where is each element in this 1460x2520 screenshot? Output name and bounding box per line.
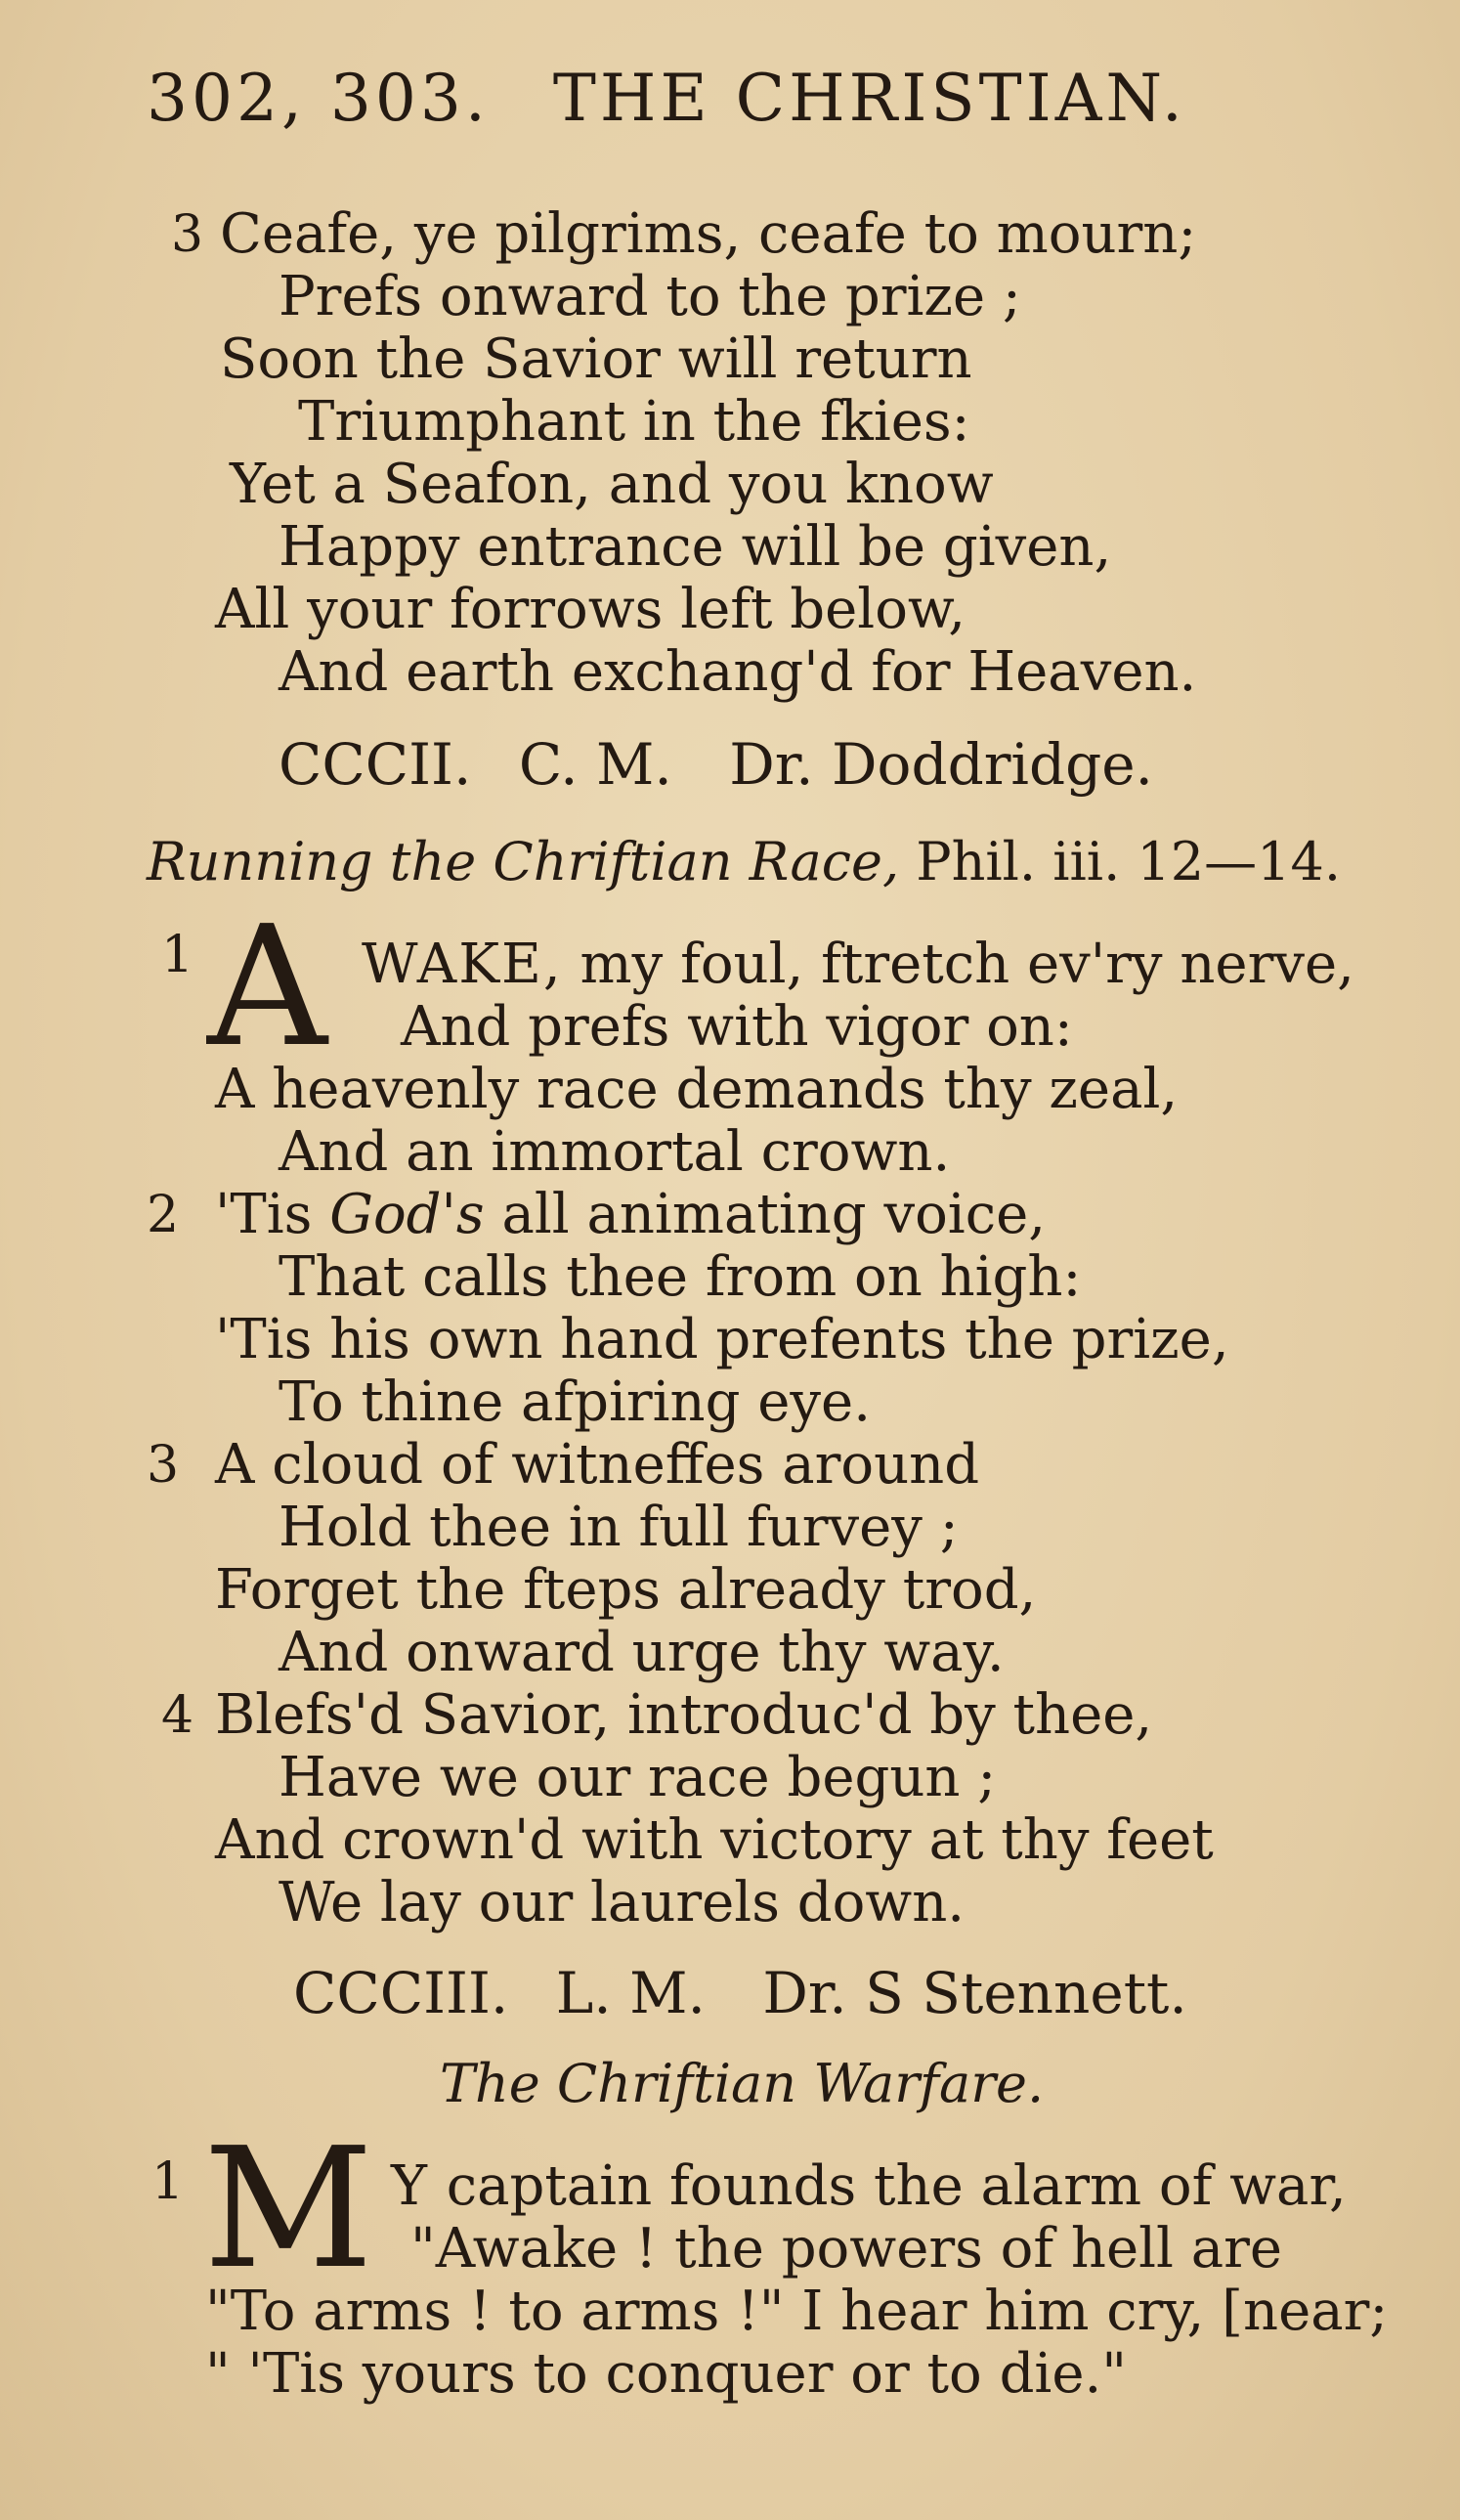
- verse-line: Prefs onward to the prize ;: [279, 265, 1021, 328]
- verse-line: [215, 1184, 1046, 1246]
- verse-line: [362, 934, 1354, 996]
- verse-line: Have we our race begun ;: [279, 1746, 997, 1809]
- emphasis-word: God's: [329, 1183, 485, 1246]
- drop-cap: M: [203, 2112, 374, 2306]
- stanza-number: 4: [161, 1686, 194, 1745]
- verse-line: To thine afpiring eye.: [279, 1370, 871, 1434]
- verse-line: Blefs'd Savior, introduc'd by thee,: [215, 1683, 1153, 1747]
- verse-line: Triumphant in the fkies:: [298, 390, 970, 454]
- running-title: THE CHRISTIAN.: [552, 61, 1186, 136]
- verse-line: 'Tis his own hand prefents the prize,: [215, 1308, 1229, 1371]
- hymn-number: CCCIII.: [293, 1960, 509, 2026]
- hymn-subject: The Chriftian Warfare.: [440, 2053, 1045, 2114]
- verse-line: Soon the Savior will return: [220, 327, 972, 391]
- hymn-heading: [293, 1960, 1187, 2026]
- verse-line: All your forrows left below,: [215, 578, 966, 641]
- verse-line: And onward urge thy way.: [279, 1621, 1005, 1684]
- stanza-number: 1: [151, 2152, 185, 2211]
- verse-line: We lay our laurels down.: [279, 1871, 966, 1934]
- verse-line: " 'Tis yours to conquer or to die.": [205, 2342, 1128, 2406]
- verse-line: A cloud of witneffes around: [215, 1433, 980, 1497]
- hymn-subject: Running the Chriftian Race,: [147, 831, 900, 892]
- verse-line: "To arms ! to arms !" I hear him cry, [near;: [205, 2280, 1389, 2343]
- running-header: [147, 61, 1186, 136]
- hymn-subject-line: [147, 831, 1341, 892]
- verse-line: Happy entrance will be given,: [279, 515, 1112, 579]
- hymn-author: Dr. S Stennett.: [762, 1960, 1187, 2026]
- verse-line: Ceafe, ye pilgrims, ceafe to mourn;: [220, 202, 1197, 266]
- hymn-heading: [279, 731, 1153, 798]
- verse-text: all animating voice,: [501, 1183, 1047, 1246]
- stanza-number: 2: [147, 1186, 180, 1244]
- verse-text: 'Tis: [215, 1183, 313, 1246]
- hymn-number: CCCII.: [279, 731, 472, 798]
- verse-line: And earth exchang'd for Heaven.: [279, 640, 1197, 704]
- verse-line: "Awake ! the powers of hell are: [410, 2217, 1283, 2281]
- verse-line: That calls thee from on high:: [279, 1245, 1082, 1309]
- page-numbers: 302, 303.: [147, 61, 490, 136]
- verse-line: And prefs with vigor on:: [401, 995, 1073, 1059]
- verse-line: Hold thee in full furvey ;: [279, 1496, 959, 1559]
- verse-line: And an immortal crown.: [279, 1120, 951, 1184]
- scripture-reference: Phil. iii. 12—14.: [916, 831, 1341, 892]
- hymn-meter: L. M.: [555, 1960, 706, 2026]
- first-word: Y: [391, 2154, 429, 2218]
- verse-line: [391, 2155, 1347, 2218]
- hymn-author: Dr. Doddridge.: [729, 731, 1153, 798]
- verse-line: A heavenly race demands thy zeal,: [215, 1058, 1179, 1121]
- verse-text: my foul, ftretch ev'ry nerve,: [580, 933, 1354, 996]
- verse-line: Yet a Seafon, and you know: [230, 453, 994, 516]
- stanza-number: 1: [161, 926, 194, 984]
- hymn-meter: C. M.: [518, 731, 672, 798]
- verse-text: captain founds the alarm of war,: [446, 2154, 1347, 2218]
- verse-line: And crown'd with victory at thy feet: [215, 1808, 1214, 1872]
- stanza-number: 3: [147, 1436, 180, 1495]
- stanza-number: 3: [171, 205, 204, 264]
- verse-line: Forget the fteps already trod,: [215, 1558, 1037, 1622]
- drop-cap: A: [207, 891, 327, 1084]
- first-word: WAKE,: [362, 933, 563, 996]
